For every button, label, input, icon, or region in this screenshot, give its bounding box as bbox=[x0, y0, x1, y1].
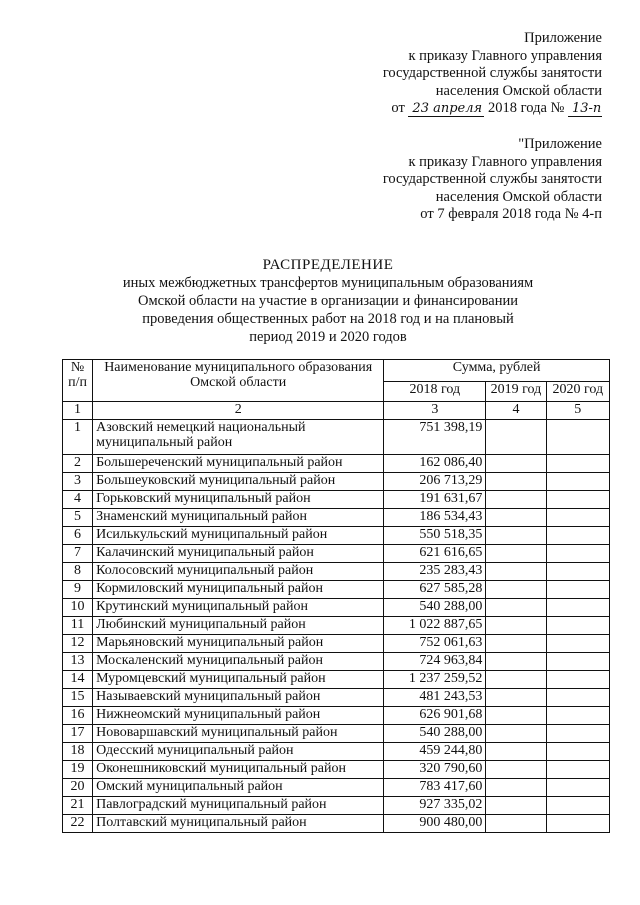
row-number: 4 bbox=[63, 491, 93, 509]
appendix-line: к приказу Главного управления bbox=[408, 47, 602, 64]
appendix-line: населения Омской области bbox=[435, 82, 602, 99]
row-name: Большеуковский муниципальный район bbox=[93, 473, 384, 491]
appendix-header-original bbox=[383, 136, 602, 224]
row-amount-2019 bbox=[486, 743, 546, 761]
row-amount-2019 bbox=[486, 689, 546, 707]
table-row bbox=[63, 689, 610, 707]
row-amount-2018: 459 244,80 bbox=[384, 743, 486, 761]
row-number: 21 bbox=[63, 797, 93, 815]
row-amount-2019 bbox=[486, 635, 546, 653]
row-amount-2018: 186 534,43 bbox=[384, 509, 486, 527]
row-amount-2020 bbox=[546, 599, 609, 617]
row-amount-2019 bbox=[486, 545, 546, 563]
appendix-line: "Приложение bbox=[518, 136, 602, 152]
row-number: 1 bbox=[63, 420, 93, 455]
row-amount-2018: 320 790,60 bbox=[384, 761, 486, 779]
row-number: 19 bbox=[63, 761, 93, 779]
row-number: 3 bbox=[63, 473, 93, 491]
column-index: 3 bbox=[384, 402, 486, 420]
table-row bbox=[63, 797, 610, 815]
handwritten-number: 13-п bbox=[568, 101, 602, 117]
table-row bbox=[63, 491, 610, 509]
row-name: Марьяновский муниципальный район bbox=[93, 635, 384, 653]
table-row bbox=[63, 635, 610, 653]
table-row bbox=[63, 545, 610, 563]
row-amount-2018: 724 963,84 bbox=[384, 653, 486, 671]
row-amount-2018: 751 398,19 bbox=[384, 420, 486, 455]
row-amount-2018: 927 335,02 bbox=[384, 797, 486, 815]
row-name: Азовский немецкий национальный муниципальный район bbox=[93, 420, 384, 455]
row-amount-2018: 191 631,67 bbox=[384, 491, 486, 509]
appendix-line: государственной службы занятости bbox=[382, 171, 602, 187]
header-sum: Сумма, рублей bbox=[384, 360, 610, 382]
row-number: 13 bbox=[63, 653, 93, 671]
row-name: Называевский муниципальный район bbox=[93, 689, 384, 707]
row-amount-2019 bbox=[486, 797, 546, 815]
row-amount-2018: 550 518,35 bbox=[384, 527, 486, 545]
row-amount-2019 bbox=[486, 420, 546, 455]
header-name: Наименование муниципального образования Омской области bbox=[93, 360, 384, 402]
row-amount-2020 bbox=[546, 545, 609, 563]
row-amount-2018: 481 243,53 bbox=[384, 689, 486, 707]
table-row bbox=[63, 599, 610, 617]
appendix-line: Приложение bbox=[524, 30, 602, 46]
row-name: Нововаршавский муниципальный район bbox=[93, 725, 384, 743]
row-amount-2020 bbox=[546, 707, 609, 725]
row-name: Знаменский муниципальный район bbox=[93, 509, 384, 527]
date-prefix: от bbox=[391, 100, 405, 116]
document-title: РАСПРЕДЕЛЕНИЕ bbox=[262, 257, 394, 273]
row-number: 9 bbox=[63, 581, 93, 599]
row-number: 8 bbox=[63, 563, 93, 581]
table-row bbox=[63, 761, 610, 779]
row-amount-2020 bbox=[546, 581, 609, 599]
row-amount-2018: 540 288,00 bbox=[384, 725, 486, 743]
table-row bbox=[63, 473, 610, 491]
row-name: Москаленский муниципальный район bbox=[93, 653, 384, 671]
row-amount-2019 bbox=[486, 653, 546, 671]
row-number: 7 bbox=[63, 545, 93, 563]
row-amount-2019 bbox=[486, 563, 546, 581]
document-title-block bbox=[88, 256, 568, 346]
row-amount-2020 bbox=[546, 509, 609, 527]
appendix-line: государственной службы занятости bbox=[382, 65, 602, 81]
row-number: 2 bbox=[63, 455, 93, 473]
row-amount-2018: 162 086,40 bbox=[384, 455, 486, 473]
table-row bbox=[63, 743, 610, 761]
appendix-line: от 7 февраля 2018 года № 4-п bbox=[420, 206, 602, 222]
row-amount-2019 bbox=[486, 815, 546, 833]
row-number: 12 bbox=[63, 635, 93, 653]
table-row bbox=[63, 815, 610, 833]
column-index: 5 bbox=[546, 402, 609, 420]
column-index: 1 bbox=[63, 402, 93, 420]
appendix-date-line bbox=[383, 100, 602, 118]
table-row bbox=[63, 581, 610, 599]
header-year-2020: 2020 год bbox=[546, 382, 609, 402]
row-amount-2020 bbox=[546, 815, 609, 833]
row-number: 22 bbox=[63, 815, 93, 833]
row-amount-2020 bbox=[546, 653, 609, 671]
table-row bbox=[63, 707, 610, 725]
table-row bbox=[63, 455, 610, 473]
row-number: 15 bbox=[63, 689, 93, 707]
row-amount-2018: 752 061,63 bbox=[384, 635, 486, 653]
row-name: Павлоградский муниципальный район bbox=[93, 797, 384, 815]
row-amount-2019 bbox=[486, 761, 546, 779]
table-row bbox=[63, 527, 610, 545]
row-number: 18 bbox=[63, 743, 93, 761]
table-row bbox=[63, 617, 610, 635]
row-amount-2018: 235 283,43 bbox=[384, 563, 486, 581]
row-amount-2020 bbox=[546, 797, 609, 815]
row-number: 14 bbox=[63, 671, 93, 689]
row-name: Исилькульский муниципальный район bbox=[93, 527, 384, 545]
row-amount-2019 bbox=[486, 707, 546, 725]
row-name: Калачинский муниципальный район bbox=[93, 545, 384, 563]
column-index: 2 bbox=[93, 402, 384, 420]
row-name: Полтавский муниципальный район bbox=[93, 815, 384, 833]
row-amount-2018: 621 616,65 bbox=[384, 545, 486, 563]
row-name: Большереченский муниципальный район bbox=[93, 455, 384, 473]
row-amount-2019 bbox=[486, 581, 546, 599]
row-amount-2020 bbox=[546, 563, 609, 581]
row-amount-2019 bbox=[486, 473, 546, 491]
table-row bbox=[63, 779, 610, 797]
row-amount-2019 bbox=[486, 455, 546, 473]
table-row bbox=[63, 671, 610, 689]
header-num: № п/п bbox=[63, 360, 93, 402]
row-amount-2018: 1 237 259,52 bbox=[384, 671, 486, 689]
distribution-table bbox=[62, 359, 610, 833]
row-name: Горьковский муниципальный район bbox=[93, 491, 384, 509]
row-amount-2019 bbox=[486, 671, 546, 689]
row-amount-2020 bbox=[546, 420, 609, 455]
row-amount-2020 bbox=[546, 491, 609, 509]
row-amount-2020 bbox=[546, 689, 609, 707]
row-name: Омский муниципальный район bbox=[93, 779, 384, 797]
row-amount-2019 bbox=[486, 617, 546, 635]
header-year-2019: 2019 год bbox=[486, 382, 546, 402]
row-amount-2018: 627 585,28 bbox=[384, 581, 486, 599]
row-name: Любинский муниципальный район bbox=[93, 617, 384, 635]
row-amount-2020 bbox=[546, 455, 609, 473]
row-amount-2020 bbox=[546, 761, 609, 779]
table-body bbox=[63, 420, 610, 833]
date-suffix: 2018 года № bbox=[488, 100, 565, 116]
subtitle-line: период 2019 и 2020 годов bbox=[249, 329, 407, 345]
appendix-line: к приказу Главного управления bbox=[408, 153, 602, 170]
row-amount-2020 bbox=[546, 527, 609, 545]
table-row bbox=[63, 563, 610, 581]
table-row bbox=[63, 509, 610, 527]
row-amount-2018: 900 480,00 bbox=[384, 815, 486, 833]
appendix-line: населения Омской области bbox=[435, 188, 602, 205]
row-amount-2019 bbox=[486, 779, 546, 797]
row-name: Колосовский муниципальный район bbox=[93, 563, 384, 581]
subtitle-line: проведения общественных работ на 2018 год и на плановый bbox=[142, 311, 514, 327]
table-row bbox=[63, 420, 610, 455]
appendix-header-current bbox=[383, 30, 602, 118]
row-amount-2020 bbox=[546, 743, 609, 761]
row-name: Нижнеомский муниципальный район bbox=[93, 707, 384, 725]
row-amount-2020 bbox=[546, 473, 609, 491]
row-number: 16 bbox=[63, 707, 93, 725]
row-amount-2020 bbox=[546, 635, 609, 653]
row-amount-2020 bbox=[546, 617, 609, 635]
row-name: Крутинский муниципальный район bbox=[93, 599, 384, 617]
row-name: Кормиловский муниципальный район bbox=[93, 581, 384, 599]
row-amount-2019 bbox=[486, 491, 546, 509]
row-amount-2019 bbox=[486, 527, 546, 545]
row-amount-2018: 626 901,68 bbox=[384, 707, 486, 725]
row-amount-2018: 540 288,00 bbox=[384, 599, 486, 617]
row-amount-2019 bbox=[486, 599, 546, 617]
row-amount-2019 bbox=[486, 509, 546, 527]
row-amount-2018: 1 022 887,65 bbox=[384, 617, 486, 635]
column-index: 4 bbox=[486, 402, 546, 420]
row-number: 10 bbox=[63, 599, 93, 617]
row-amount-2020 bbox=[546, 779, 609, 797]
subtitle-line: иных межбюджетных трансфертов муниципальным образованиям bbox=[122, 275, 534, 291]
row-name: Муромцевский муниципальный район bbox=[93, 671, 384, 689]
row-name: Одесский муниципальный район bbox=[93, 743, 384, 761]
row-amount-2020 bbox=[546, 671, 609, 689]
row-amount-2019 bbox=[486, 725, 546, 743]
row-number: 5 bbox=[63, 509, 93, 527]
row-number: 11 bbox=[63, 617, 93, 635]
handwritten-date: 23 апреля bbox=[408, 101, 484, 117]
subtitle-line: Омской области на участие в организации и финансировании bbox=[137, 293, 519, 309]
row-number: 17 bbox=[63, 725, 93, 743]
row-number: 6 bbox=[63, 527, 93, 545]
table-row bbox=[63, 725, 610, 743]
row-number: 20 bbox=[63, 779, 93, 797]
column-index-row bbox=[63, 402, 610, 420]
header-year-2018: 2018 год bbox=[384, 382, 486, 402]
row-amount-2020 bbox=[546, 725, 609, 743]
row-amount-2018: 206 713,29 bbox=[384, 473, 486, 491]
row-name: Оконешниковский муниципальный район bbox=[93, 761, 384, 779]
table-row bbox=[63, 653, 610, 671]
row-amount-2018: 783 417,60 bbox=[384, 779, 486, 797]
